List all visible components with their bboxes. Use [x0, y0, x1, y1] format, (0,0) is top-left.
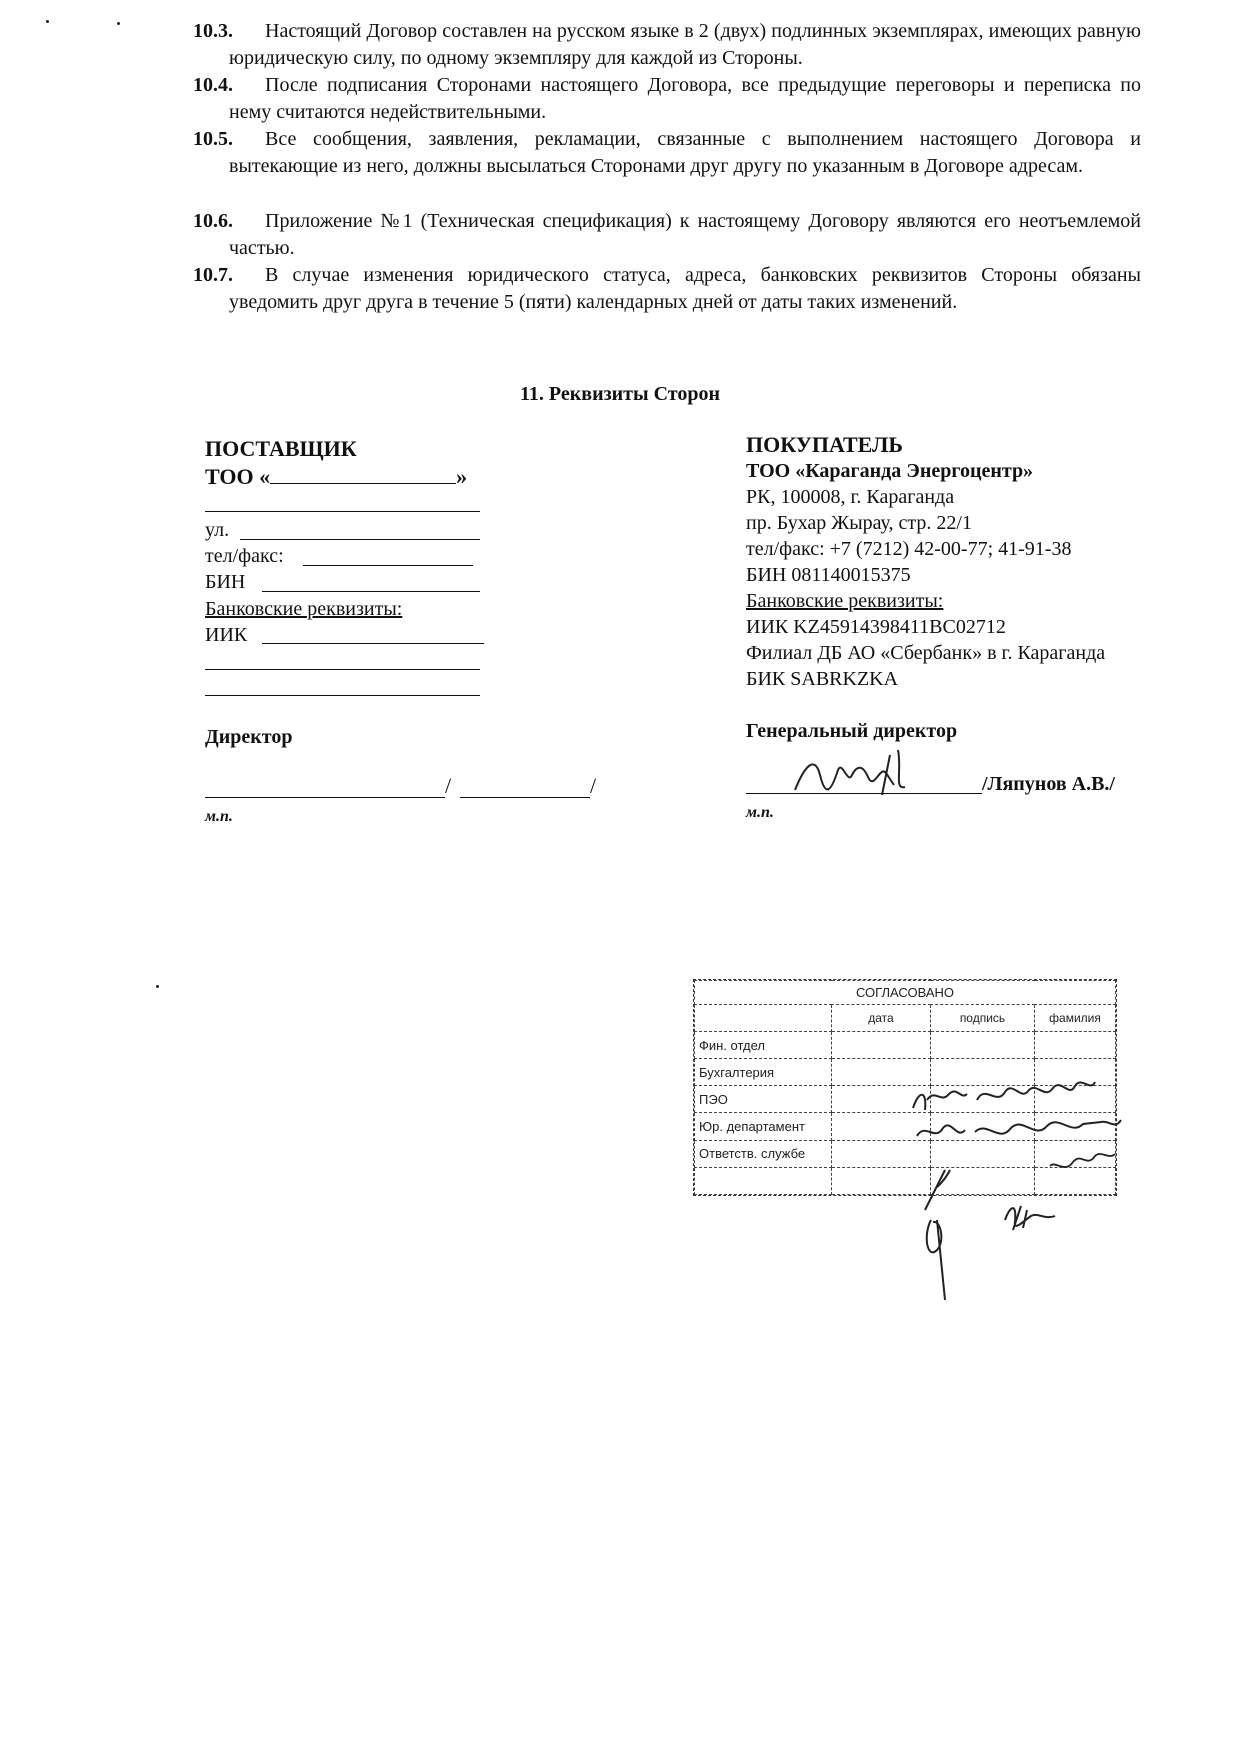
supplier-sign-slash-2: /	[590, 773, 597, 798]
supplier-company	[205, 464, 467, 490]
clause-text: В случае изменения юридического статуса, адреса, банковских реквизитов Стороны обязаны уведомить друг друга в течение 5 (пяти) календарных дней от даты таких изменений.	[229, 264, 1141, 313]
approval-row-label: Бухгалтерия	[695, 1059, 832, 1086]
clause-10-3	[193, 18, 1141, 72]
scan-speck	[156, 985, 159, 988]
supplier-name-line	[460, 797, 590, 798]
section-title: 11. Реквизиты Сторон	[520, 383, 720, 405]
clause-10-6	[193, 208, 1141, 262]
supplier-bank-label: Банковские реквизиты:	[205, 598, 403, 620]
approval-row-label: Фин. отдел	[695, 1031, 832, 1058]
clause-10-7	[193, 262, 1141, 316]
buyer-director-name: /Ляпунов А.В./	[982, 773, 1115, 795]
approval-col-signature: подпись	[931, 1004, 1035, 1031]
supplier-blank-line	[205, 511, 480, 512]
supplier-iik-label: ИИК	[205, 624, 248, 646]
buyer-bank-label: Банковские реквизиты:	[746, 590, 944, 612]
clause-number: 10.7.	[193, 264, 233, 286]
supplier-iik-line	[262, 643, 484, 644]
buyer-bik: БИК SABRKZKA	[746, 668, 899, 690]
clause-10-5	[193, 126, 1141, 180]
buyer-address-1: РК, 100008, г. Караганда	[746, 486, 955, 508]
supplier-phone-label: тел/факс:	[205, 545, 284, 567]
buyer-company: ТОО «Караганда Энергоцентр»	[746, 460, 1034, 482]
supplier-iik-row	[205, 622, 247, 648]
buyer-block	[746, 432, 1105, 692]
supplier-company-blank	[270, 465, 456, 484]
buyer-director-label: Генеральный директор	[746, 720, 958, 742]
buyer-phone: тел/факс: +7 (7212) 42-00-77; 41-91-38	[746, 538, 1072, 560]
director-signature-image	[790, 745, 940, 805]
approval-col-surname: фамилия	[1035, 1004, 1116, 1031]
buyer-bank-name: Филиал ДБ АО «Сбербанк» в г. Караганда	[746, 642, 1106, 664]
approval-row-label: Юр. департамент	[695, 1113, 832, 1140]
supplier-phone-line	[303, 565, 473, 566]
supplier-bin-label: БИН	[205, 571, 246, 593]
supplier-phone-row	[205, 543, 284, 569]
approval-row-label: ПЭО	[695, 1086, 832, 1113]
supplier-bin-row	[205, 569, 245, 595]
clause-number: 10.4.	[193, 74, 233, 96]
approval-col-date: дата	[832, 1004, 931, 1031]
clause-number: 10.6.	[193, 210, 233, 232]
buyer-iik: ИИК KZ45914398411BC02712	[746, 616, 1006, 638]
supplier-director-label: Директор	[205, 726, 293, 748]
approval-signatures-image	[905, 1070, 1145, 1310]
supplier-block	[205, 436, 467, 490]
clause-text: Приложение №1 (Техническая спецификация) к настоящему Договору являются его неотъемлемой частью.	[229, 210, 1141, 259]
supplier-company-suffix: »	[456, 464, 468, 489]
supplier-company-prefix: ТОО «	[205, 464, 271, 489]
approval-header-empty	[695, 1004, 832, 1031]
scan-speck	[46, 20, 49, 23]
clause-text: Настоящий Договор составлен на русском языке в 2 (двух) подлинных экземплярах, имеющих равную юридическую силу, по одному экземпляру для каждой из Стороны.	[229, 20, 1141, 69]
clause-text: Все сообщения, заявления, рекламации, связанные с выполнением настоящего Договора и вытекающие из него, должны высылаться Сторонами друг другу по указанным в Договоре адресам.	[229, 128, 1141, 177]
supplier-bin-line	[262, 591, 480, 592]
clause-number: 10.3.	[193, 20, 233, 42]
supplier-bank-line-2	[205, 695, 480, 696]
supplier-street-line	[240, 539, 480, 540]
supplier-stamp-place: м.п.	[205, 808, 233, 825]
supplier-sign-slash-1: /	[445, 773, 452, 798]
supplier-heading: ПОСТАВЩИК	[205, 436, 357, 461]
scan-speck	[117, 22, 120, 25]
supplier-street-row	[205, 517, 229, 543]
supplier-bank-line-1	[205, 669, 480, 670]
approval-row-label: Ответств. службе	[695, 1140, 832, 1167]
buyer-address-2: пр. Бухар Жырау, стр. 22/1	[746, 512, 972, 534]
clause-number: 10.5.	[193, 128, 233, 150]
buyer-stamp-place: м.п.	[746, 804, 774, 821]
clause-10-4	[193, 72, 1141, 126]
supplier-signature-line	[205, 797, 445, 798]
supplier-street-label: ул.	[205, 519, 230, 541]
buyer-bin: БИН 081140015375	[746, 564, 911, 586]
clause-text: После подписания Сторонами настоящего Договора, все предыдущие переговоры и переписка по нему считаются недействительными.	[229, 74, 1141, 123]
approval-title: СОГЛАСОВАНО	[695, 981, 1116, 1005]
buyer-heading: ПОКУПАТЕЛЬ	[746, 432, 903, 457]
